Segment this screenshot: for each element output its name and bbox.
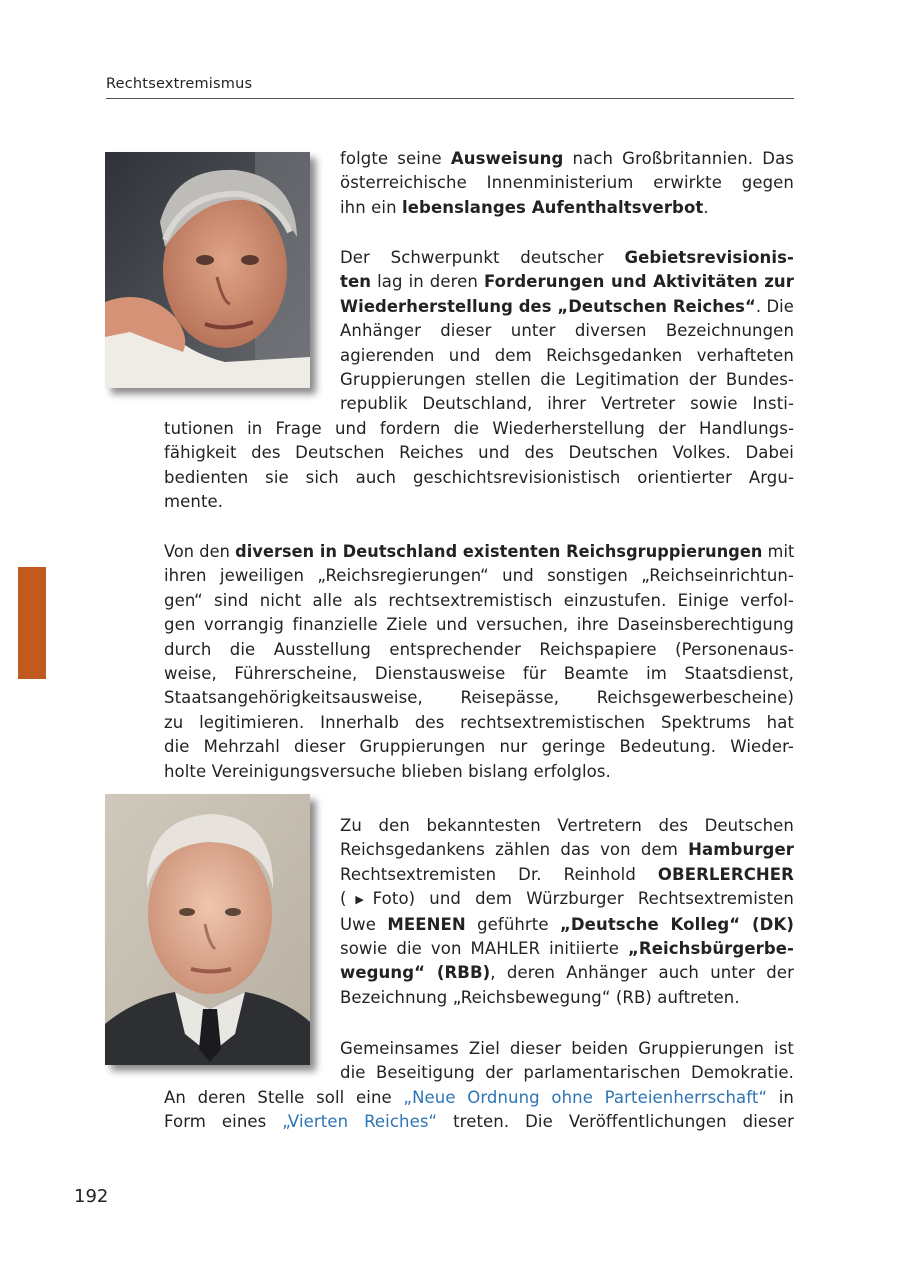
text-line: weise, Führerscheine, Dienstausweise für Beamte im Staatsdienst, — [164, 664, 794, 684]
text-line: zu legitimieren. Innerhalb des rechtsextremistischen Spektrums hat — [164, 712, 794, 732]
text-line: tutionen in Frage und fordern die Wiederherstellung der Handlungs- — [164, 419, 794, 438]
text-line: Rechtsextremisten Dr. Reinhold OBERLERCHER — [340, 864, 794, 884]
paragraph-2-continued — [164, 417, 794, 515]
text-line: Anhänger dieser unter diversen Bezeichnungen — [340, 321, 794, 341]
chapter-marker-tab — [18, 567, 46, 679]
text-line: ihren jeweiligen „Reichsregierungen“ und sonstigen „Reichseinrichtun- — [164, 566, 794, 586]
text-line: gen“ sind nicht alle als rechtsextremistisch einzustufen. Einige verfol- — [164, 590, 794, 610]
text-line: Gruppierungen stellen die Legitimation der Bundes- — [340, 370, 794, 390]
text-line: (▶Foto) und dem Würzburger Rechtsextremisten — [340, 889, 794, 909]
portrait-photo-1-image — [105, 152, 310, 388]
text-line: wegung“ (RBB), deren Anhänger auch unter der — [340, 963, 794, 983]
text-line: mente. — [164, 492, 224, 512]
portrait-photo-2-image — [105, 794, 310, 1065]
running-header: Rechtsextremismus — [106, 76, 253, 92]
text-line: Von den diversen in Deutschland existenten Reichsgruppierungen mit — [164, 542, 795, 561]
text-line: die Beseitigung der parlamentarischen Demokratie. — [340, 1063, 794, 1083]
paragraph-1 — [340, 147, 794, 220]
text-line: sowie die von MAHLER initiierte „Reichsbürgerbe- — [340, 939, 794, 959]
paragraph-3 — [164, 540, 794, 784]
text-line: Uwe MEENEN geführte „Deutsche Kolleg“ (DK) — [340, 914, 794, 934]
highlighted-term: „Vierten Reiches“ — [282, 1112, 438, 1132]
portrait-photo-2 — [105, 794, 310, 1065]
text-line: gen vorrangig finanzielle Ziele und versuchen, ihre Daseinsberechtigung — [164, 615, 794, 635]
header-rule — [106, 98, 794, 99]
text-line: republik Deutschland, ihrer Vertreter sowie Insti- — [340, 394, 794, 414]
paragraph-5 — [340, 1037, 794, 1086]
paragraph-4 — [340, 814, 794, 1010]
text-line: holte Vereinigungsversuche blieben bislang erfolglos. — [164, 761, 611, 781]
text-line: Staatsangehörigkeitsausweise, Reisepässe, Reichsgewerbescheine) — [164, 688, 794, 708]
page-number: 192 — [74, 1186, 109, 1207]
paragraph-5-continued — [164, 1086, 794, 1135]
highlighted-term: „Neue Ordnung ohne Parteienherrschaft“ — [403, 1088, 768, 1107]
portrait-photo-1 — [105, 152, 310, 388]
text-line: österreichische Innenministerium erwirkte gegen — [340, 173, 794, 193]
text-line: bedienten sie sich auch geschichtsrevisionistisch orientierter Argu- — [164, 467, 794, 487]
text-line: fähigkeit des Deutschen Reiches und des Deutschen Volkes. Dabei — [164, 443, 794, 463]
text-line: Gemeinsames Ziel dieser beiden Gruppierungen ist — [340, 1039, 794, 1058]
text-line: An deren Stelle soll eine „Neue Ordnung ohne Parteienherrschaft“ in — [164, 1088, 794, 1107]
text-line: Wiederherstellung des „Deutschen Reiches“. Die — [340, 296, 794, 316]
text-line: Der Schwerpunkt deutscher Gebietsrevisionis- — [340, 248, 794, 267]
reference-arrow-icon: ▶ — [346, 893, 373, 907]
text-line: Form eines „Vierten Reiches“ treten. Die Veröffentlichungen dieser — [164, 1112, 794, 1132]
text-line: durch die Ausstellung entsprechender Reichspapiere (Personenaus- — [164, 639, 794, 659]
text-line: Bezeichnung „Reichsbewegung“ (RB) auftreten. — [340, 987, 740, 1007]
text-line: Zu den bekanntesten Vertretern des Deutschen — [340, 816, 794, 835]
text-line: ten lag in deren Forderungen und Aktivitäten zur — [340, 272, 795, 292]
text-line: folgte seine Ausweisung nach Großbritannien. Das — [340, 149, 794, 168]
text-line: ihn ein lebenslanges Aufenthaltsverbot. — [340, 197, 709, 217]
text-line: die Mehrzahl dieser Gruppierungen nur geringe Bedeutung. Wieder- — [164, 737, 794, 757]
paragraph-2 — [340, 246, 794, 417]
text-line: Reichsgedankens zählen das von dem Hamburger — [340, 840, 794, 860]
text-line: agierenden und dem Reichsgedanken verhafteten — [340, 345, 794, 365]
